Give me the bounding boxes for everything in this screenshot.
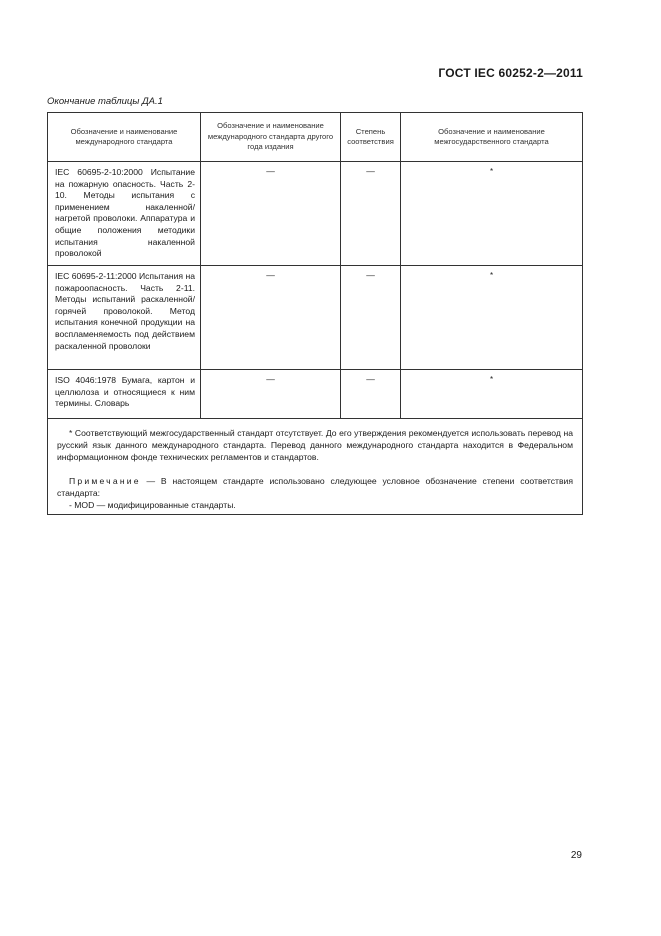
table-row	[48, 370, 583, 419]
column-header-other-edition: Обозначение и наименование международного стандарта другого года издания	[201, 113, 341, 162]
column-header-interstate-standard: Обозначение и наименование межгосударственного стандарта	[401, 113, 583, 162]
table-caption: Окончание таблицы ДА.1	[47, 96, 163, 107]
cell-international-standard: IEC 60695-2-10:2000 Испытание на пожарную опасность. Часть 2-10. Методы испытания с применением накаленной/нагретой проволоки. Аппаратура и общие положения методики испытания накаленной проволокой	[48, 162, 201, 266]
footnote-text: * Соответствующий межгосударственный стандарт отсутствует. До его утверждения рекомендуется использовать перевод на русский язык данного международного стандарта. Перевод данного международного стандарта находится в Федеральном информационном фонде технических регламентов и стандартов.	[57, 428, 573, 462]
note-label: Примечание	[69, 476, 141, 486]
table-row	[48, 162, 583, 266]
cell-international-standard: IEC 60695-2-11:2000 Испытания на пожароопасность. Часть 2-11. Методы испытаний раскаленной/горячей проволокой. Метод испытания конечной продукции на воспламеняемость под действием раскаленной проволоки	[48, 266, 201, 370]
note-item: - MOD — модифицированные стандарты.	[69, 500, 236, 510]
cell-degree: —	[341, 266, 401, 370]
table-header-row	[48, 113, 583, 162]
cell-other-edition: —	[201, 370, 341, 419]
notes-cell	[48, 419, 583, 515]
page-number: 29	[570, 850, 582, 861]
cell-degree: —	[341, 162, 401, 266]
table-row	[48, 266, 583, 370]
column-header-international-standard: Обозначение и наименование международного стандарта	[48, 113, 201, 162]
cell-interstate-standard: *	[401, 370, 583, 419]
column-header-degree: Степень соответствия	[341, 113, 401, 162]
standard-code-header: ГОСТ IEC 60252-2—2011	[438, 66, 583, 80]
correspondence-table	[47, 112, 583, 515]
cell-degree: —	[341, 370, 401, 419]
cell-international-standard: ISO 4046:1978 Бумага, картон и целлюлоза и относящиеся к ним термины. Словарь	[48, 370, 201, 419]
note-paragraph	[57, 475, 573, 499]
cell-interstate-standard: *	[401, 162, 583, 266]
cell-other-edition: —	[201, 162, 341, 266]
note-text: — В настоящем стандарте использовано следующее условное обозначение степени соответствия стандарта:	[57, 476, 573, 498]
table-notes-row	[48, 419, 583, 515]
cell-interstate-standard: *	[401, 266, 583, 370]
cell-other-edition: —	[201, 266, 341, 370]
